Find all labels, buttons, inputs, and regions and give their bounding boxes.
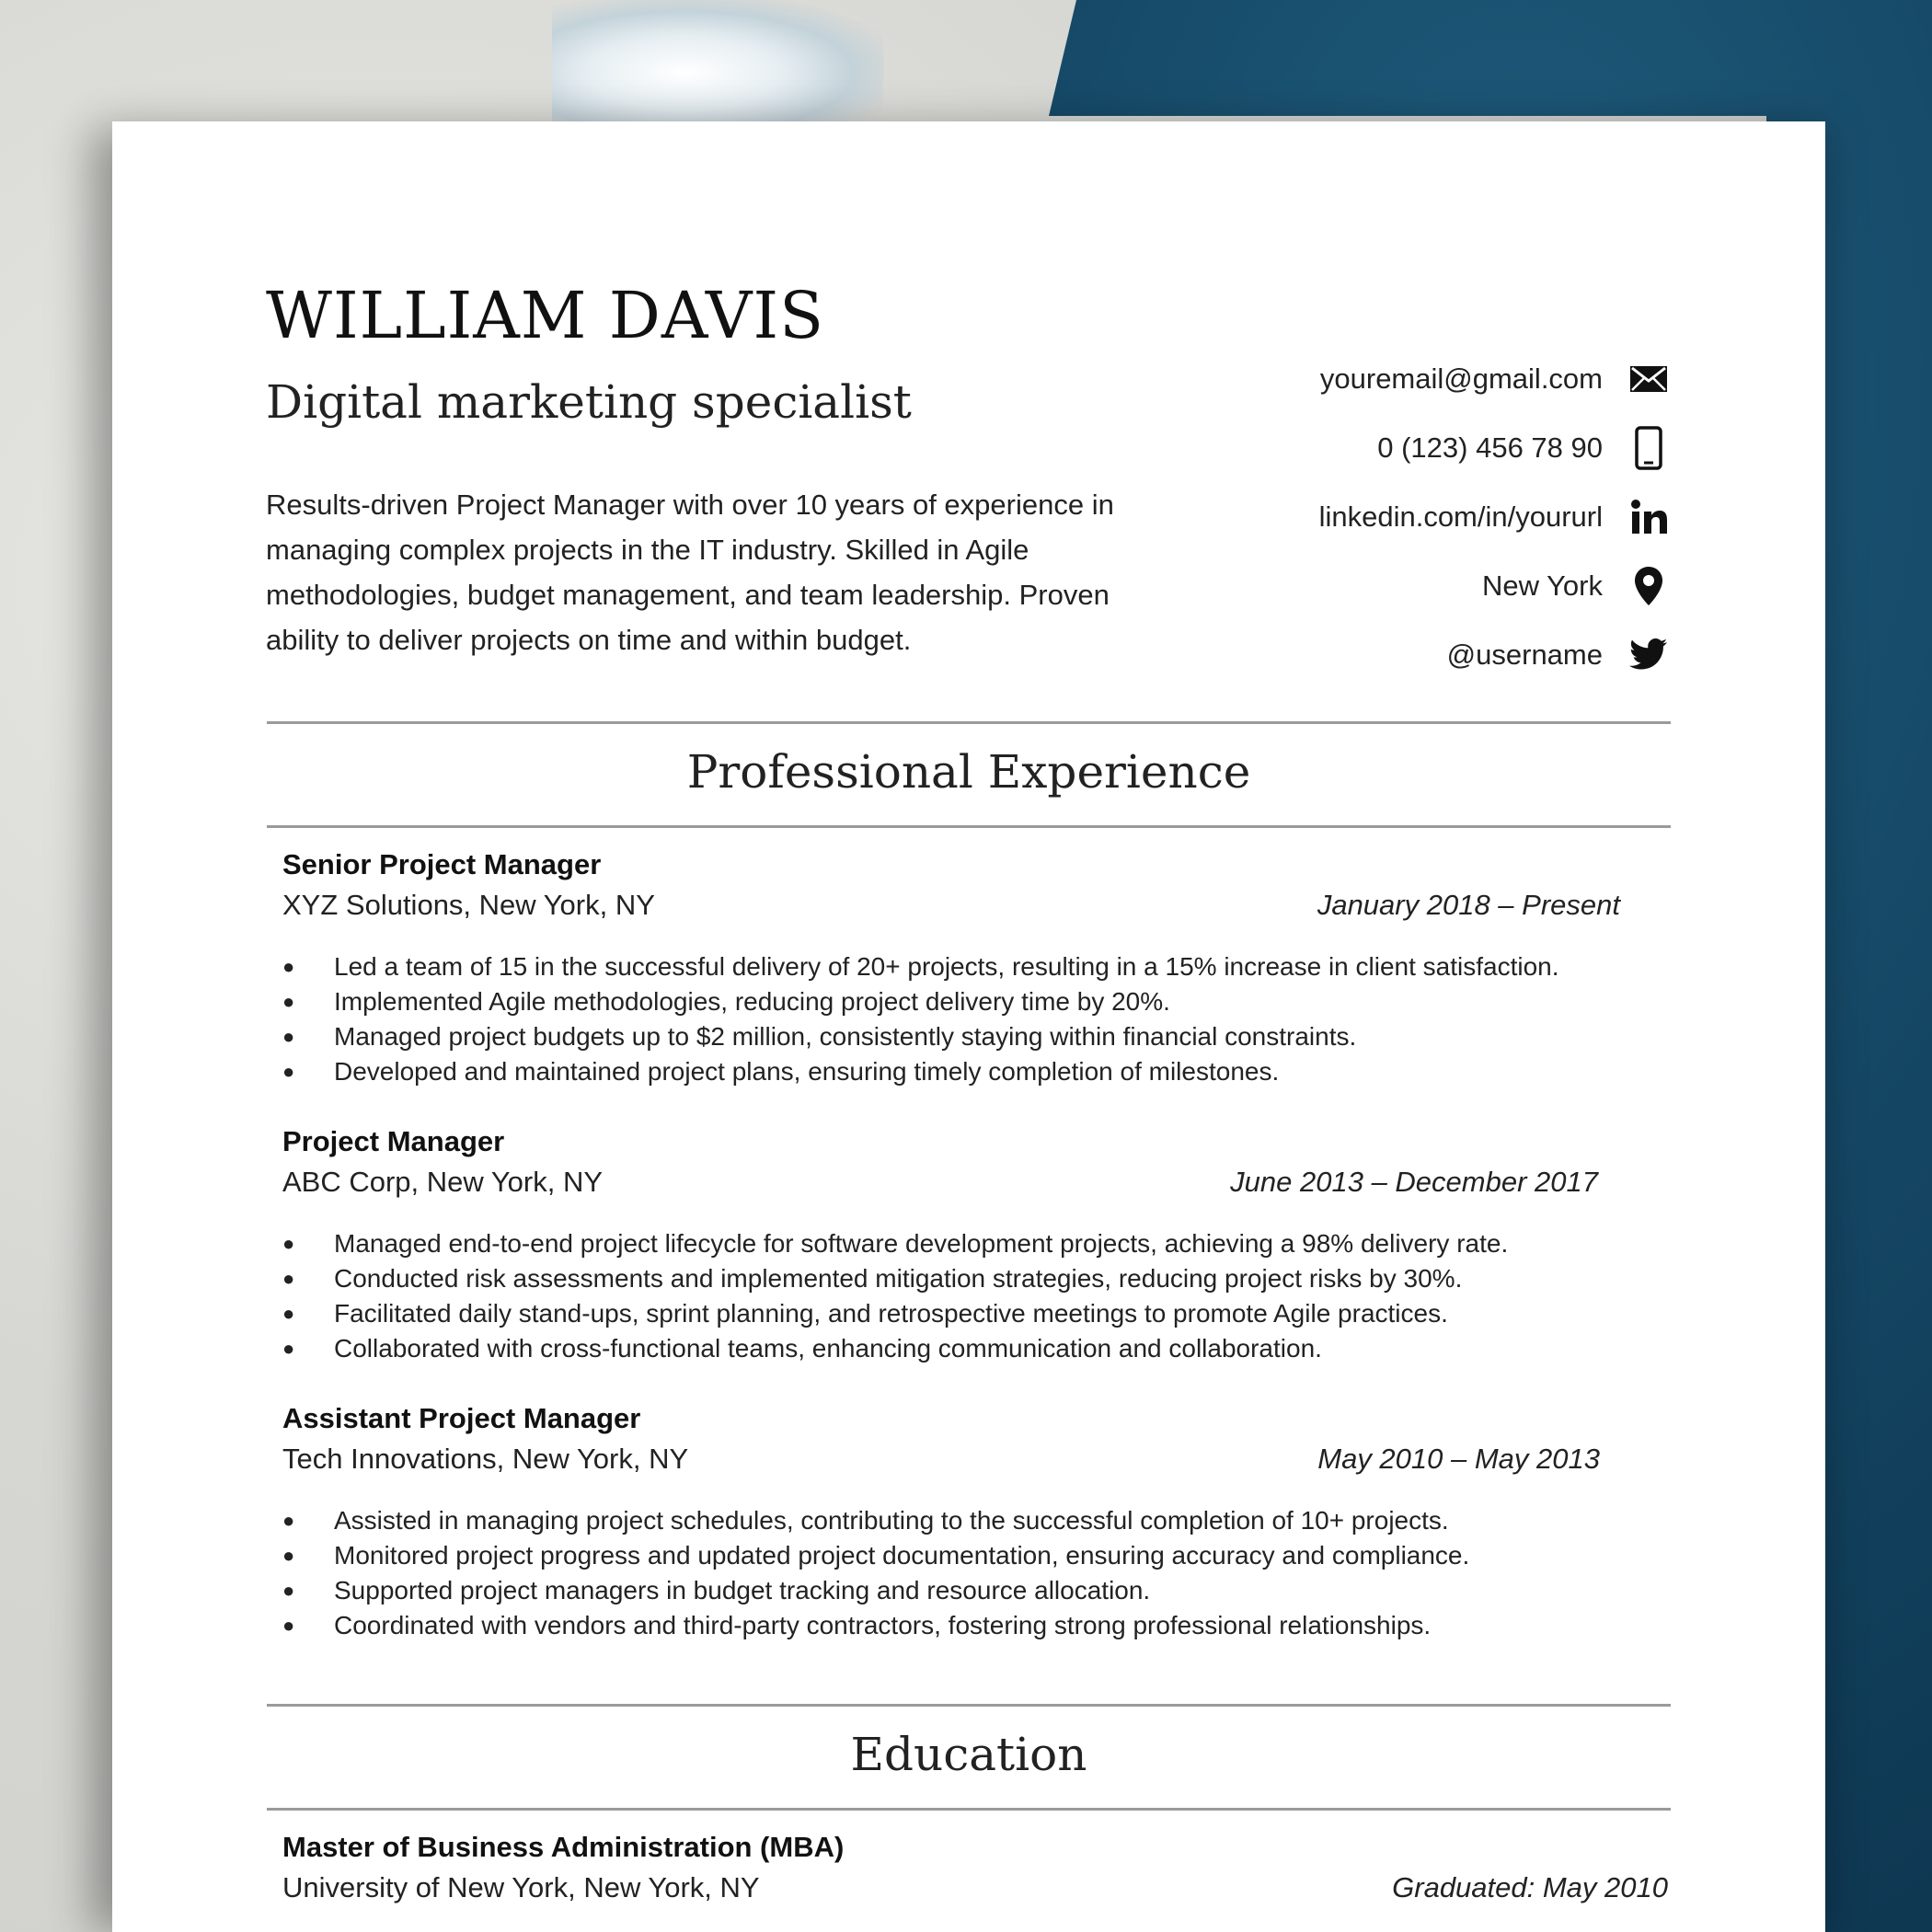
linkedin-icon: [1628, 497, 1669, 537]
bullet-item: [282, 984, 1653, 1019]
bullet-dot-icon: ●: [282, 1060, 295, 1083]
bullet-item: [282, 1261, 1653, 1296]
summary-text: Results-driven Project Manager with over 10 years of experience in managing complex projects in the IT industry. Skilled in Agile methodologies, budget management, and team leadership. Proven ability to deliver projects on time and within budget.: [266, 489, 1114, 656]
bullet-dot-icon: ●: [282, 955, 295, 978]
resume-page: [112, 121, 1825, 1932]
job-dates: June 2013 – December 2017: [1230, 1166, 1598, 1198]
bullet-dot-icon: ●: [282, 1614, 295, 1637]
experience-heading: Professional Experience: [686, 745, 1251, 799]
bullet-item: [282, 1331, 1653, 1366]
bullet-item: [282, 1503, 1653, 1538]
bullet-item: [282, 1296, 1653, 1331]
bullet-item: [282, 1538, 1653, 1573]
job-company: ABC Corp, New York, NY: [282, 1166, 604, 1198]
bullet-item: [282, 1019, 1653, 1054]
candidate-title: Digital marketing specialist: [266, 375, 912, 429]
contact-phone[interactable]: [1025, 413, 1669, 482]
job-meta: [282, 885, 1653, 926]
job-bullets: [282, 949, 1653, 1089]
bullet-item: [282, 1608, 1653, 1643]
bullet-text: Implemented Agile methodologies, reducing project delivery time by 20%.: [334, 987, 1170, 1016]
bullet-text: Coordinated with vendors and third-party contractors, fostering strong professional relationships.: [334, 1611, 1432, 1639]
bullet-item: [282, 1054, 1653, 1089]
job-meta: [282, 1162, 1653, 1202]
divider: [267, 1704, 1671, 1707]
education-entry: [282, 1827, 1668, 1908]
bullet-text: Conducted risk assessments and implemented mitigation strategies, reducing project risks by 30%.: [334, 1264, 1463, 1293]
envelope-icon: [1628, 359, 1669, 399]
job-dates: January 2018 – Present: [1317, 889, 1620, 921]
contact-email-text: youremail@gmail.com: [1319, 362, 1603, 395]
bullet-dot-icon: ●: [282, 1302, 295, 1325]
divider: [267, 825, 1671, 828]
job-bullets: [282, 1503, 1653, 1643]
job-title: Senior Project Manager: [282, 848, 602, 880]
bullet-item: [282, 949, 1653, 984]
wave-foam: [552, 0, 883, 121]
bullet-text: Collaborated with cross-functional teams, enhancing communication and collaboration.: [334, 1334, 1322, 1363]
divider: [267, 1808, 1671, 1811]
bullet-dot-icon: ●: [282, 1267, 295, 1290]
contact-twitter[interactable]: [1025, 620, 1669, 689]
contact-email[interactable]: [1025, 344, 1669, 413]
phone-icon: [1628, 428, 1669, 468]
divider: [267, 721, 1671, 724]
job-meta: [282, 1439, 1653, 1479]
contact-list: [1025, 344, 1669, 689]
contact-phone-text: 0 (123) 456 78 90: [1377, 431, 1603, 464]
job-company: XYZ Solutions, New York, NY: [282, 889, 655, 921]
bullet-text: Developed and maintained project plans, ensuring timely completion of milestones.: [334, 1057, 1280, 1086]
job-dates: May 2010 – May 2013: [1317, 1443, 1600, 1475]
job-title: Project Manager: [282, 1125, 505, 1157]
bullet-item: [282, 1573, 1653, 1608]
bullet-text: Led a team of 15 in the successful delivery of 20+ projects, resulting in a 15% increase in client satisfaction.: [334, 952, 1559, 981]
job-bullets: [282, 1226, 1653, 1366]
degree-title: Master of Business Administration (MBA): [282, 1831, 845, 1863]
location-pin-icon: [1628, 566, 1669, 606]
bullet-dot-icon: ●: [282, 1579, 295, 1602]
bullet-text: Facilitated daily stand-ups, sprint planning, and retrospective meetings to promote Agile practices.: [334, 1299, 1448, 1328]
job-company: Tech Innovations, New York, NY: [282, 1443, 689, 1475]
job-entry: [282, 845, 1653, 1089]
candidate-name: WILLIAM DAVIS: [266, 278, 825, 353]
bullet-dot-icon: ●: [282, 1544, 295, 1567]
graduation-date: Graduated: May 2010: [1392, 1871, 1668, 1903]
bullet-dot-icon: ●: [282, 1509, 295, 1532]
contact-location[interactable]: [1025, 551, 1669, 620]
bullet-item: [282, 1226, 1653, 1261]
contact-linkedin[interactable]: [1025, 482, 1669, 551]
contact-linkedin-text: linkedin.com/in/yoururl: [1318, 500, 1603, 533]
contact-location-text: New York: [1482, 569, 1603, 602]
bullet-text: Monitored project progress and updated project documentation, ensuring accuracy and compliance.: [334, 1541, 1470, 1570]
job-title: Assistant Project Manager: [282, 1402, 641, 1434]
job-entry: [282, 1121, 1653, 1366]
twitter-icon: [1628, 635, 1669, 675]
school-name: University of New York, New York, NY: [282, 1871, 760, 1903]
bullet-text: Managed end-to-end project lifecycle for software development projects, achieving a 98% delivery rate.: [334, 1229, 1509, 1258]
bullet-text: Assisted in managing project schedules, contributing to the successful completion of 10+ projects.: [334, 1506, 1449, 1535]
bullet-dot-icon: ●: [282, 990, 295, 1013]
bullet-text: Supported project managers in budget tracking and resource allocation.: [334, 1576, 1151, 1604]
bullet-text: Managed project budgets up to $2 million, consistently staying within financial constraints.: [334, 1022, 1357, 1051]
bullet-dot-icon: ●: [282, 1025, 295, 1048]
education-heading: Education: [850, 1728, 1087, 1781]
education-meta: [282, 1868, 1668, 1908]
bullet-dot-icon: ●: [282, 1337, 295, 1360]
bullet-dot-icon: ●: [282, 1232, 295, 1255]
job-entry: [282, 1398, 1653, 1643]
contact-twitter-text: @username: [1446, 638, 1603, 671]
